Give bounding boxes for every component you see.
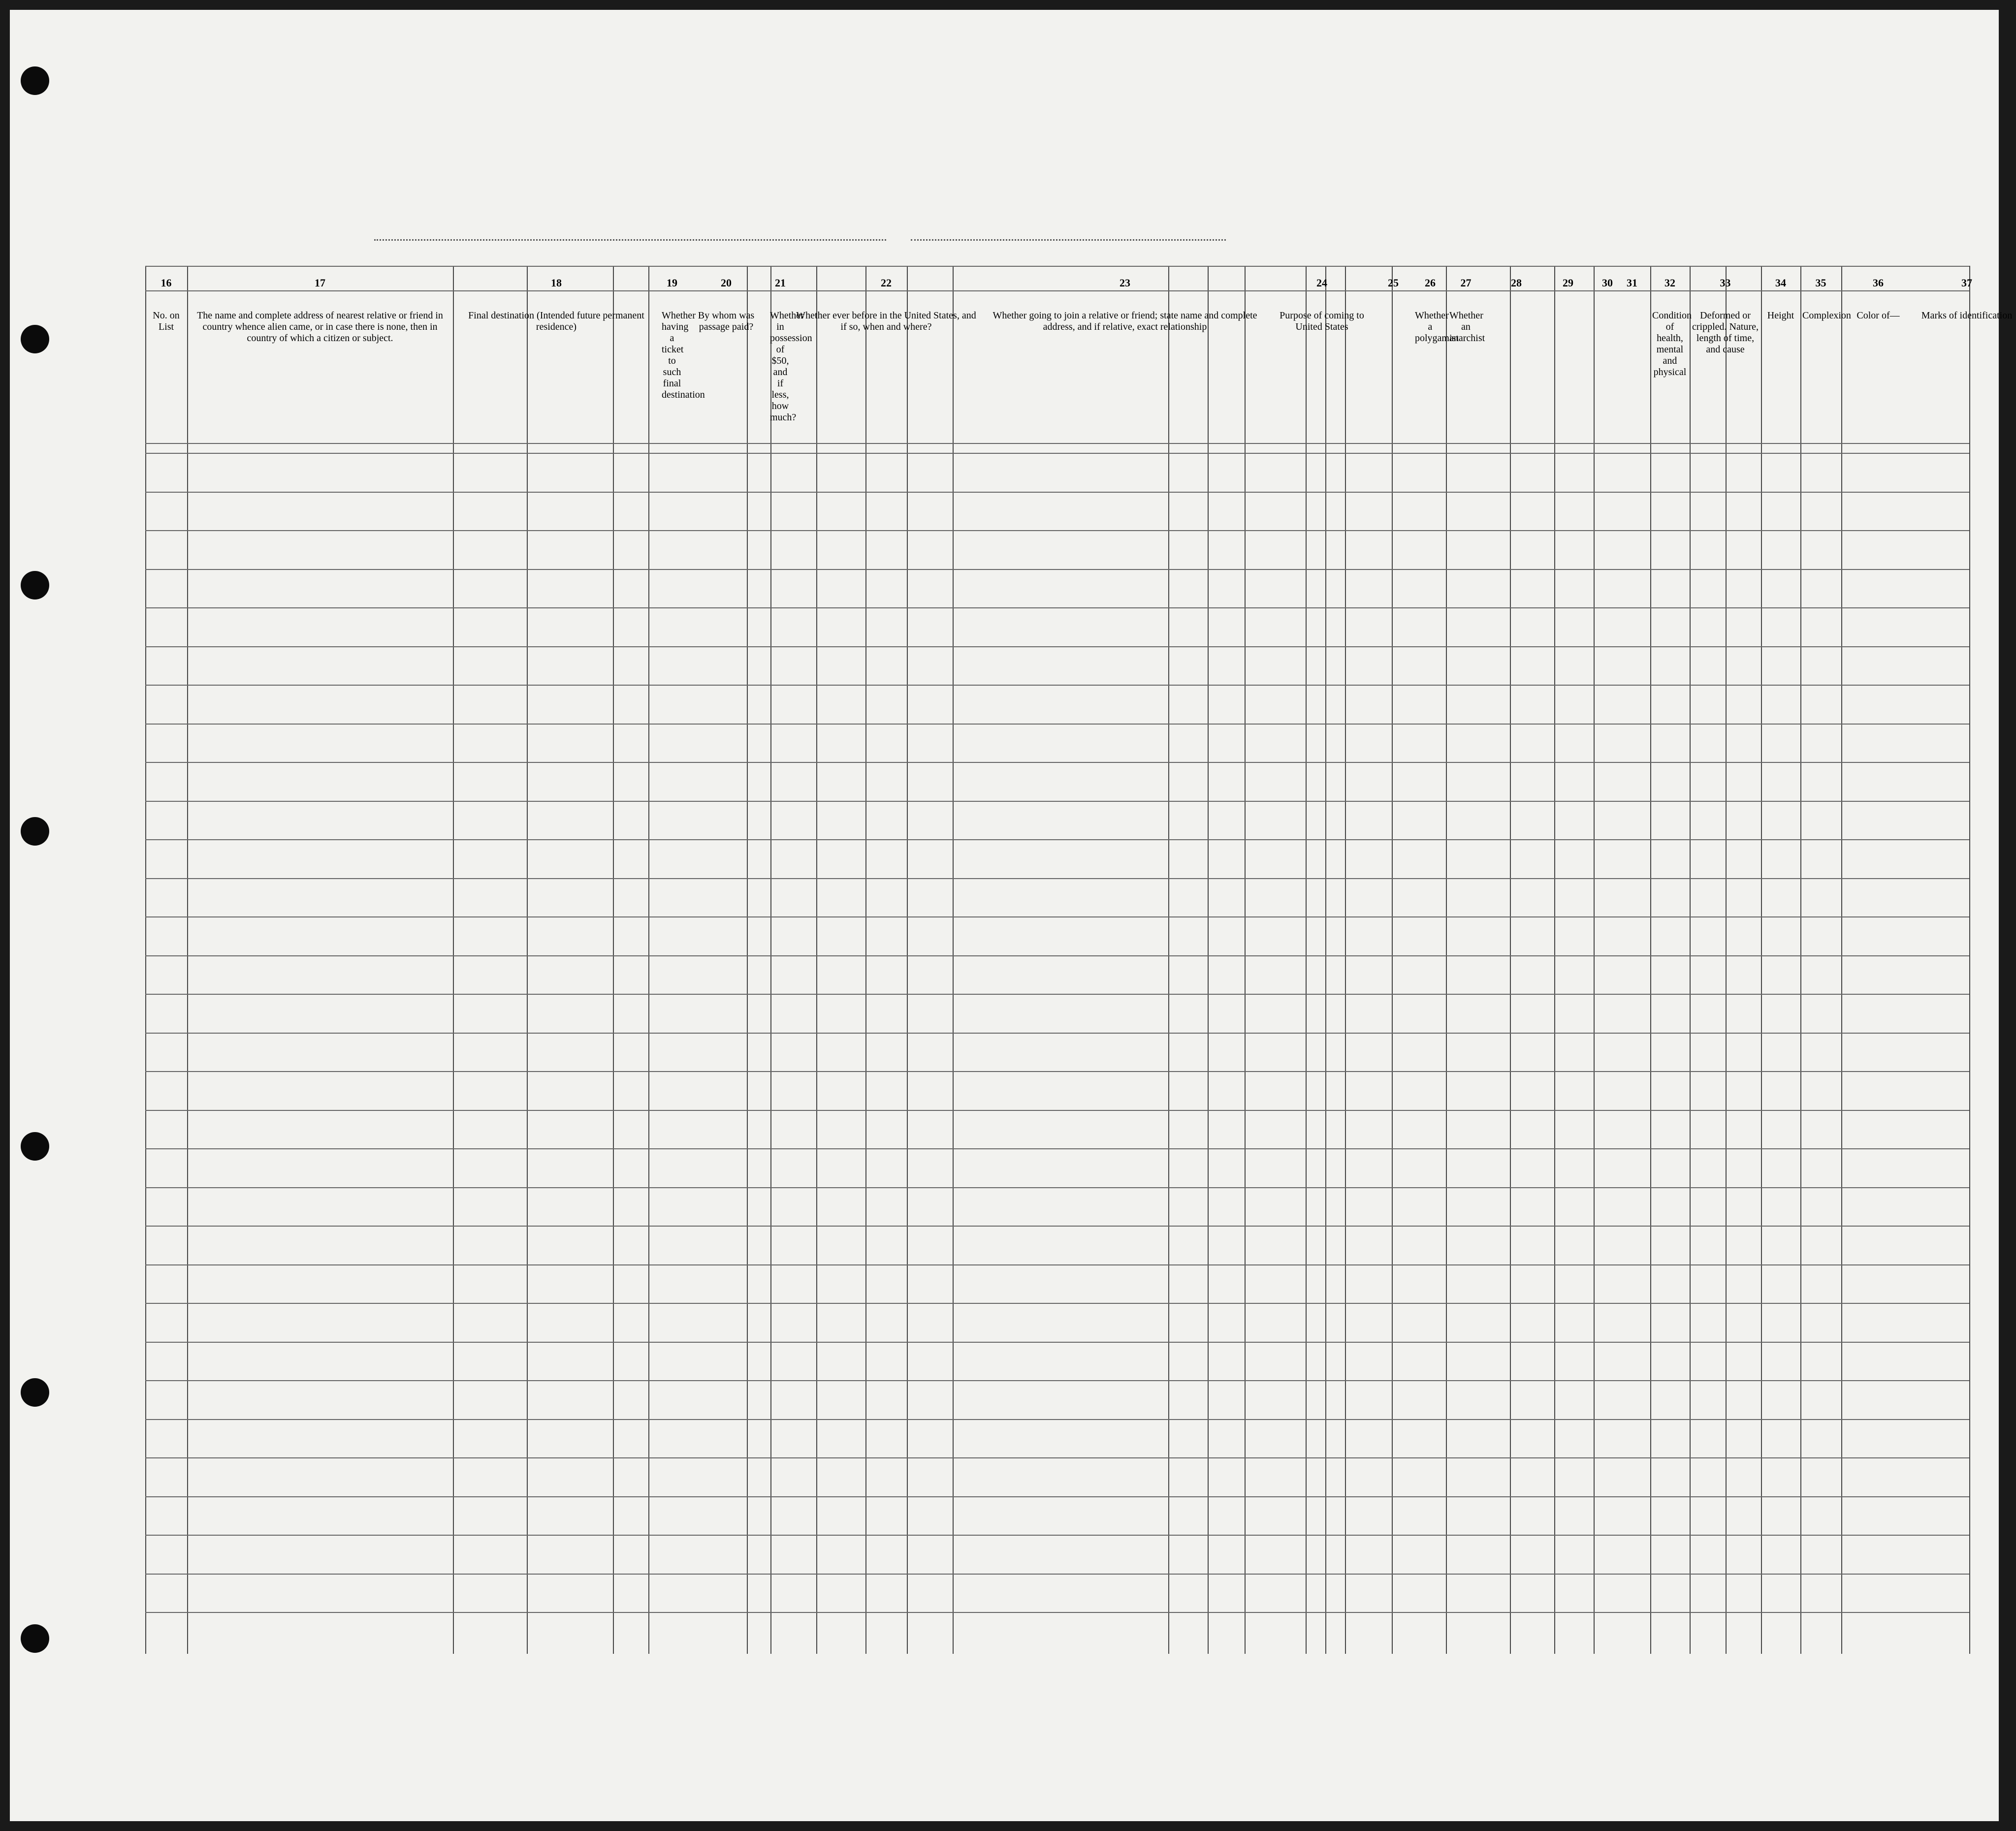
- row-rule: [145, 1033, 1969, 1034]
- column-rule: [453, 266, 454, 1654]
- manifest-sheet: [10, 10, 2013, 1821]
- row-rule: [145, 453, 1969, 454]
- row-rule: [145, 1148, 1969, 1149]
- date-underline: [911, 239, 1226, 241]
- row-rule: [145, 530, 1969, 531]
- column-number-24: 24: [1316, 277, 1327, 289]
- column-rule: [1650, 266, 1651, 1654]
- column-rule: [770, 266, 771, 1654]
- column-header-16: No. on List: [153, 310, 180, 332]
- row-rule: [145, 1496, 1969, 1497]
- column-number-35: 35: [1815, 277, 1826, 289]
- column-number-34: 34: [1775, 277, 1786, 289]
- row-rule: [145, 569, 1969, 570]
- column-rule: [1841, 266, 1842, 1654]
- column-number-18: 18: [551, 277, 562, 289]
- row-rule: [145, 1419, 1969, 1420]
- column-header-22: Whether ever before in the United States, and if so, when and where?: [796, 310, 976, 332]
- column-number-33: 33: [1720, 277, 1731, 289]
- column-rule: [1554, 266, 1555, 1654]
- column-number-36: 36: [1873, 277, 1884, 289]
- column-number-29: 29: [1563, 277, 1573, 289]
- column-header-19: Whether having a ticket to such final destination: [662, 310, 705, 400]
- column-header-26: Whether a polygamist: [1415, 310, 1459, 344]
- row-rule: [145, 1264, 1969, 1265]
- column-number-20: 20: [721, 277, 732, 289]
- column-header-17: The name and complete address of nearest relative or friend in country whence alien came, or in case there is none, then in country of which a citizen or subject.: [197, 310, 443, 344]
- row-rule: [145, 1612, 1969, 1613]
- row-rule: [145, 1535, 1969, 1536]
- column-rule: [1306, 266, 1307, 1654]
- column-header-27: Whether an anarchist: [1449, 310, 1485, 344]
- column-rule: [1510, 266, 1511, 1654]
- column-rule: [907, 266, 908, 1654]
- row-rule: [145, 1303, 1969, 1304]
- column-header-18: Final destination (Intended future permanent residence): [468, 310, 644, 332]
- row-rule: [145, 839, 1969, 840]
- row-rule: [145, 1342, 1969, 1343]
- row-rule: [145, 801, 1969, 802]
- row-rule: [145, 1457, 1969, 1458]
- column-rule: [1690, 266, 1691, 1654]
- column-rule: [187, 266, 188, 1654]
- column-rule: [953, 266, 954, 1654]
- row-rule: [145, 685, 1969, 686]
- row-rule: [145, 443, 1969, 444]
- column-number-16: 16: [160, 277, 172, 289]
- row-rule: [145, 724, 1969, 725]
- column-header-35: Complexion: [1802, 310, 1851, 321]
- column-rule: [816, 266, 817, 1654]
- column-rule: [1446, 266, 1447, 1654]
- row-rule: [145, 492, 1969, 493]
- column-rule: [1726, 266, 1727, 1654]
- column-number-37: 37: [1961, 277, 1972, 289]
- column-rule: [1800, 266, 1801, 1654]
- row-rule: [145, 1380, 1969, 1381]
- column-rule: [1245, 266, 1246, 1654]
- column-rule: [527, 266, 528, 1654]
- row-rule: [145, 1187, 1969, 1188]
- column-rule: [1168, 266, 1169, 1654]
- row-rule: [145, 878, 1969, 879]
- row-rule: [145, 994, 1969, 995]
- column-rule: [1761, 266, 1762, 1654]
- column-number-30: 30: [1602, 277, 1613, 289]
- column-number-25: 25: [1388, 277, 1399, 289]
- manifest-table: [145, 266, 2013, 1654]
- column-number-19: 19: [667, 277, 677, 289]
- column-rule: [1345, 266, 1346, 1654]
- column-header-20: By whom was passage paid?: [698, 310, 755, 332]
- row-rule: [145, 916, 1969, 917]
- column-rule: [1969, 266, 1970, 1654]
- column-rule: [613, 266, 614, 1654]
- column-header-37: Marks of identification: [1921, 310, 2013, 321]
- row-rule: [145, 1574, 1969, 1575]
- column-rule: [1325, 266, 1326, 1654]
- column-number-26: 26: [1425, 277, 1436, 289]
- row-rule: [145, 1110, 1969, 1111]
- row-rule: [145, 762, 1969, 763]
- column-number-32: 32: [1664, 277, 1675, 289]
- column-rule: [747, 266, 748, 1654]
- row-rule: [145, 646, 1969, 647]
- column-rule: [1392, 266, 1393, 1654]
- column-rule: [1594, 266, 1595, 1654]
- column-header-33: Deformed or crippled. Nature, length of time, and cause: [1692, 310, 1759, 355]
- column-header-24: Purpose of coming to United States: [1280, 310, 1364, 332]
- row-rule: [145, 290, 1969, 291]
- row-rule: [145, 955, 1969, 956]
- column-header-23: Whether going to join a relative or friend; state name and complete address, and if relative, exact relationship: [992, 310, 1257, 332]
- column-number-21: 21: [775, 277, 786, 289]
- row-rule: [145, 266, 1969, 267]
- column-number-28: 28: [1511, 277, 1522, 289]
- column-header-34: Height: [1767, 310, 1794, 321]
- column-number-23: 23: [1120, 277, 1130, 289]
- column-rule: [865, 266, 866, 1654]
- row-rule: [145, 607, 1969, 608]
- port-underline: [374, 239, 886, 241]
- column-number-22: 22: [881, 277, 892, 289]
- column-header-21: Whether in possession of $50, and if less, how much?: [770, 310, 812, 423]
- row-rule: [145, 1226, 1969, 1227]
- column-rule: [1208, 266, 1209, 1654]
- column-rule: [145, 266, 146, 1654]
- column-header-36: Color of—: [1856, 310, 1900, 321]
- column-number-31: 31: [1627, 277, 1637, 289]
- row-rule: [145, 1071, 1969, 1072]
- column-number-17: 17: [315, 277, 325, 289]
- column-rule: [648, 266, 649, 1654]
- column-number-27: 27: [1460, 277, 1472, 289]
- column-header-32: Condition of health, mental and physical: [1652, 310, 1692, 378]
